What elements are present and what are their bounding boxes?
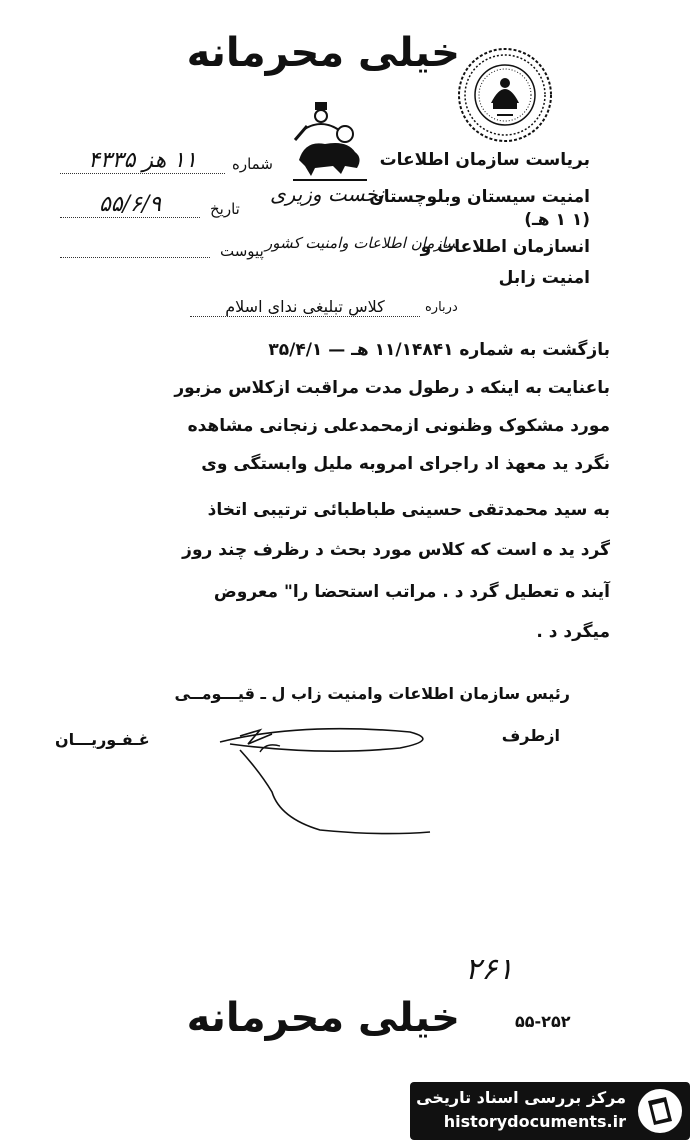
deputy-name: غـفـوریـــان [55, 730, 150, 749]
subject-value: کلاس تبلیغی ندای اسلام [190, 297, 420, 317]
number-label: شماره [232, 155, 273, 173]
org-line-2: امنیت سیستان وبلوچستان [369, 187, 590, 207]
watermark-url: historydocuments.ir [443, 1112, 626, 1131]
recipient-handwritten: سازمان اطلاعات وامنیت کشور [265, 234, 459, 252]
body-line-8: میگرد د . [536, 622, 610, 642]
classification-top: خیلی محرمانه [186, 30, 460, 76]
subject-label: درباره [425, 300, 458, 315]
org-line-1: بریاست سازمان اطلاعات [379, 150, 590, 170]
handwritten-signature-icon [200, 712, 480, 842]
body-line-2: باعنایت به اینکه د رطول مدت مراقبت ازکلاس مزبور [174, 378, 610, 398]
watermark-logo-icon [636, 1087, 684, 1135]
watermark-title: مرکز بررسی اسناد تاریخی [416, 1088, 626, 1107]
date-label: تاریخ [210, 200, 240, 218]
org-line-2-handwritten: نخست وزیری [270, 182, 384, 206]
attachment-label: پیوست [220, 242, 264, 260]
signature-title-line: رئیس سازمان اطلاعات وامنیت زاب ل ـ قیـــومــی [174, 684, 570, 703]
date-value: ۵۵/۶/۹ [60, 192, 200, 218]
sender-line: امنیت زابل [498, 268, 590, 288]
body-line-1: بازگشت به شماره ۱۱/۱۴۸۴۱ هـ — ۳۵/۴/۱ [268, 340, 610, 360]
seal-stamp-icon [455, 45, 555, 145]
body-line-5: به سید محمدتقی حسینی طباطبائی ترتیبی اتخاذ [207, 500, 610, 520]
document-code: ۵۵-۲۵۲ [515, 1012, 571, 1031]
body-line-6: گرد ید ه است که کلاس مورد بحث د رظرف چند روز [182, 540, 610, 560]
recipient-line: انسازمان اطلاعات و [420, 237, 590, 257]
from-label: ازطرف [501, 726, 560, 745]
handwritten-number: ۲۶۱ [465, 952, 514, 987]
classification-bottom: خیلی محرمانه [186, 995, 460, 1041]
watermark-banner [410, 1082, 690, 1140]
attachment-line [60, 257, 210, 258]
body-line-3: مورد مشکوک وظنونی ازمحمدعلی زنجانی مشاهده [187, 416, 610, 436]
number-value: ۱۱ هز ۴۳۳۵ [60, 148, 225, 174]
lion-sun-emblem-icon [285, 100, 375, 185]
body-line-7: آیند ه تعطیل گرد د . مراتب استحضا را" معروض [213, 582, 610, 602]
org-line-3: (۱ ۱ هـ) [524, 210, 590, 230]
body-line-4: نگرد ید معهذ اد راجرای امروبه ملیل وابستگی وی [201, 454, 610, 474]
